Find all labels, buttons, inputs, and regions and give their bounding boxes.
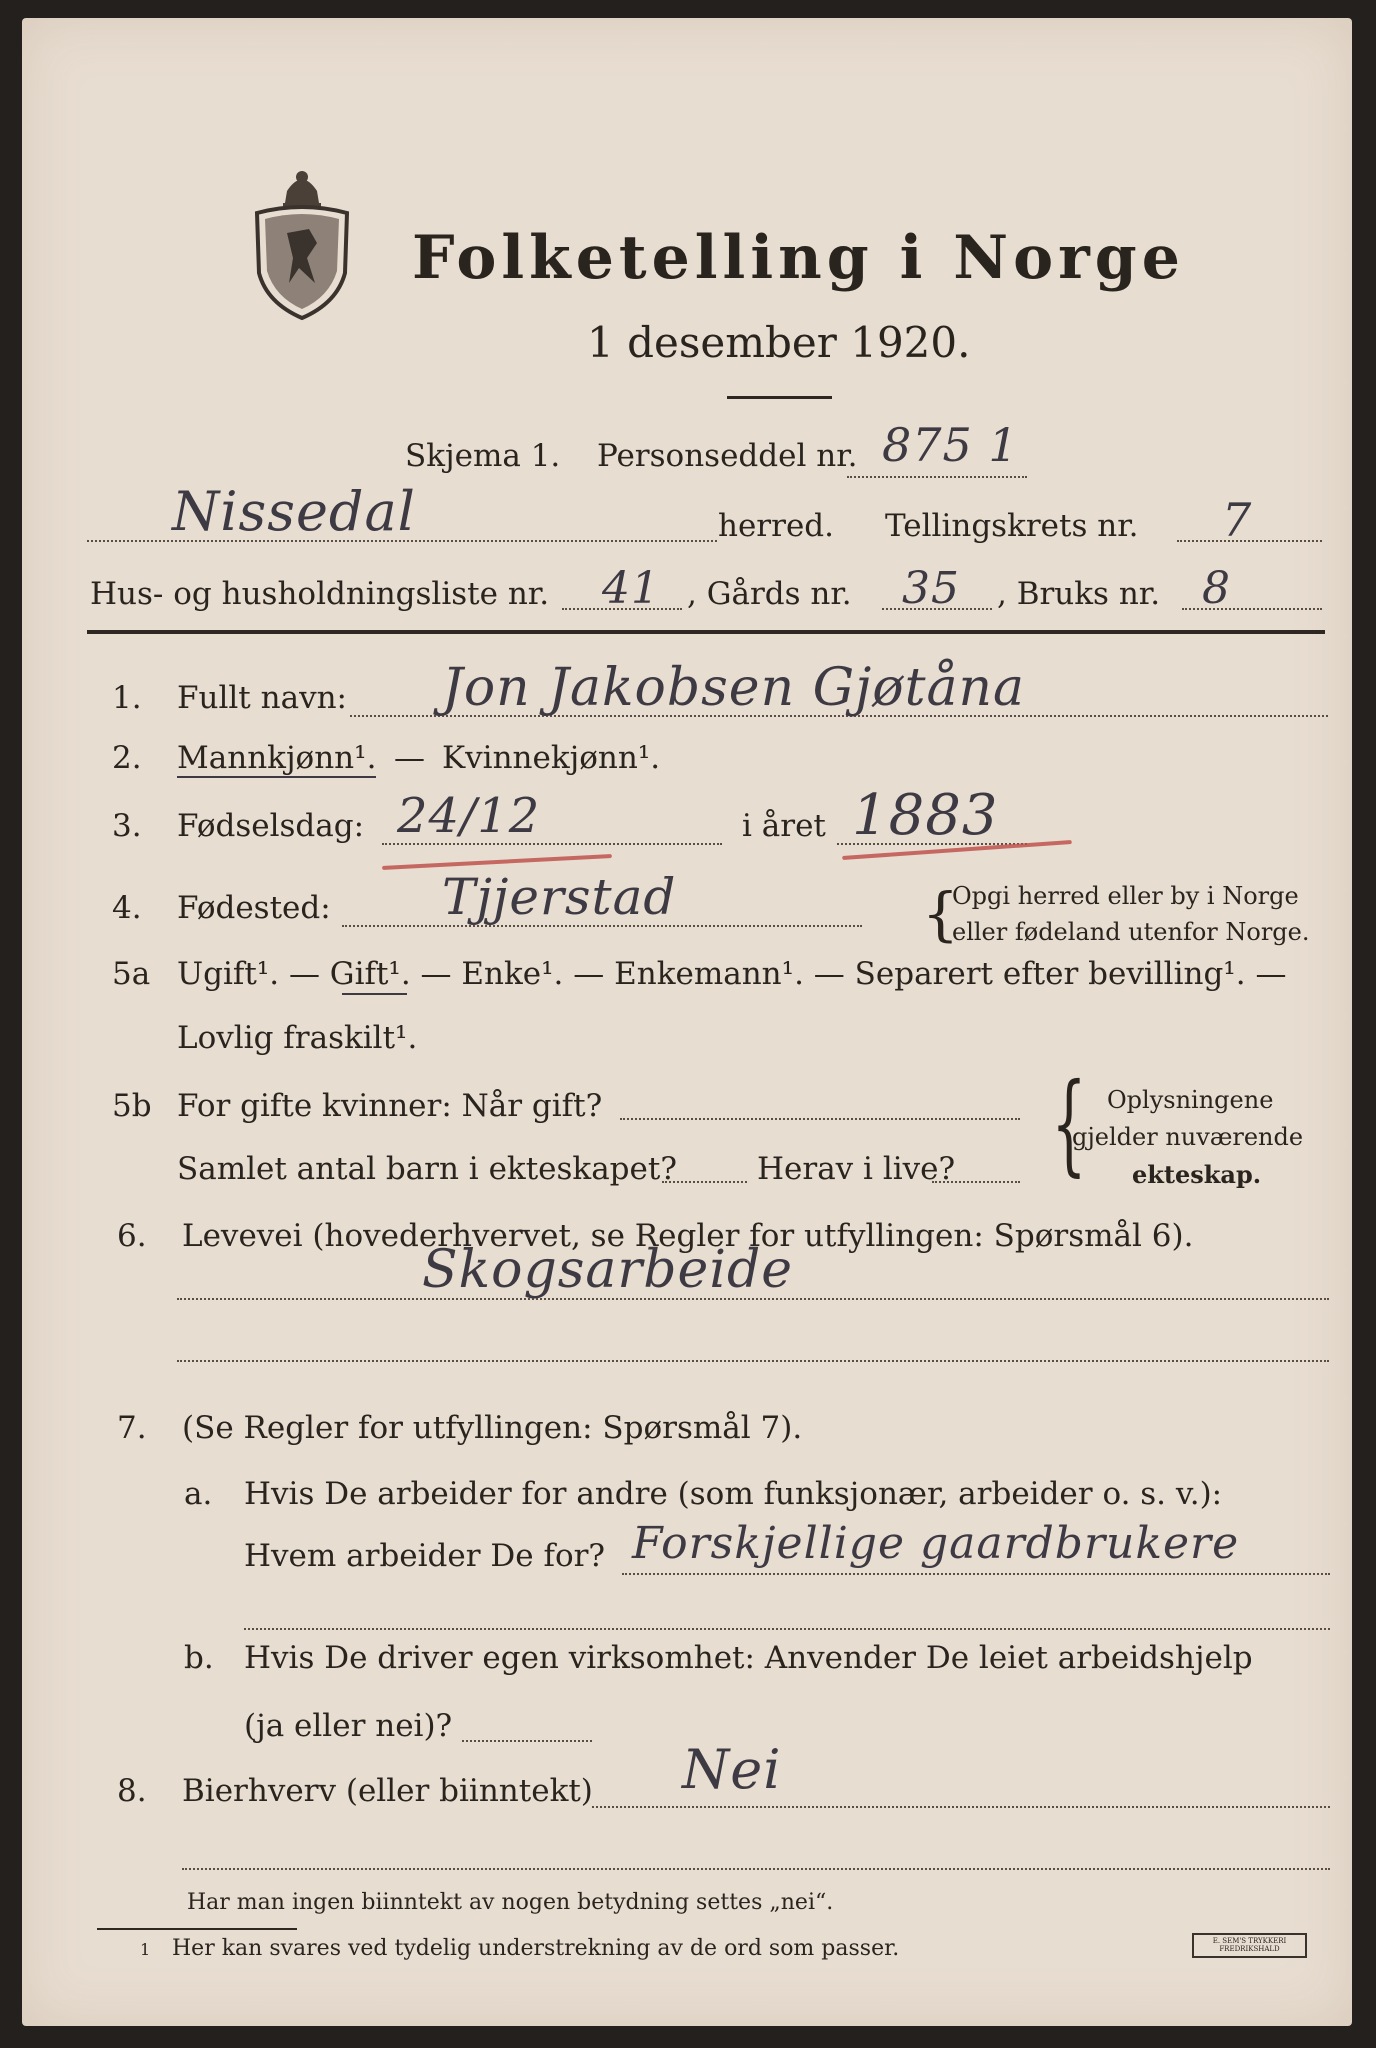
- footnote-text: Her kan svares ved tydelig understrekning av de ord som passer.: [172, 1936, 900, 1961]
- q2-dash: —: [394, 740, 425, 776]
- birthplace-note-line1: Opgi herred eller by i Norge: [952, 882, 1299, 910]
- q7b-line1: Hvis De driver egen virksomhet: Anvender De leiet arbeidshjelp: [244, 1640, 1253, 1676]
- form-title: Folketelling i Norge: [412, 223, 1185, 293]
- side-income-value: Nei: [682, 1738, 782, 1801]
- printer-stamp: E. SEM'S TRYKKERI FREDRIKSHALD: [1192, 1933, 1307, 1958]
- hired-help-field[interactable]: [462, 1740, 592, 1742]
- personseddel-field[interactable]: [847, 476, 1027, 478]
- q4-number: 4.: [112, 890, 142, 926]
- footer-note: Har man ingen biinntekt av nogen betydning settes „nei“.: [187, 1890, 834, 1915]
- occupation-value: Skogsarbeide: [422, 1240, 794, 1300]
- personseddel-label: Personseddel nr.: [597, 438, 858, 474]
- children-field[interactable]: [662, 1181, 747, 1183]
- alive-label: Herav i live?: [757, 1151, 956, 1187]
- marriage-note-bracket: {: [1051, 1059, 1087, 1187]
- bruks-value: 8: [1202, 563, 1231, 614]
- fullname-value: Jon Jakobsen Gjøtåna: [442, 658, 1025, 718]
- alive-field[interactable]: [932, 1181, 1020, 1183]
- marriage-note-line2: gjelder nuværende: [1072, 1123, 1304, 1151]
- title-divider: [727, 396, 832, 399]
- marital-status-line2[interactable]: Lovlig fraskilt¹.: [177, 1020, 418, 1056]
- footnote-divider: [97, 1928, 297, 1930]
- side-income-field-2[interactable]: [182, 1868, 1330, 1870]
- q5a-number: 5a: [112, 956, 151, 992]
- year-value: 1883: [852, 783, 999, 848]
- q6-number: 6.: [117, 1218, 147, 1254]
- census-form: [22, 18, 1352, 2026]
- q7a-letter: a.: [184, 1476, 213, 1512]
- marriage-note-line3: ekteskap.: [1132, 1160, 1262, 1189]
- marriage-note-line1: Oplysningene: [1107, 1086, 1274, 1114]
- tellingskrets-label: Tellingskrets nr.: [885, 508, 1139, 544]
- children-label: Samlet antal barn i ekteskapet?: [177, 1151, 677, 1187]
- herred-value: Nissedal: [172, 480, 416, 543]
- q3-number: 3.: [112, 808, 142, 844]
- employer-value: Forskjellige gaardbrukere: [632, 1518, 1240, 1569]
- q7b-line2: (ja eller nei)?: [244, 1708, 453, 1744]
- personseddel-value: 875 1: [882, 418, 1019, 472]
- marital-status-options[interactable]: Ugift¹. — Gift¹. — Enke¹. — Enkemann¹. — Separert efter bevilling¹. —: [177, 956, 1287, 992]
- q3-label: Fødselsdag:: [177, 808, 365, 844]
- year-label: i året: [742, 808, 826, 844]
- q8-number: 8.: [117, 1773, 147, 1809]
- herred-label: herred.: [718, 508, 834, 544]
- gift-underline: [342, 993, 407, 995]
- q7-label: (Se Regler for utfyllingen: Spørsmål 7).: [182, 1410, 803, 1446]
- q1-label: Fullt navn:: [177, 680, 347, 716]
- q7a-line2: Hvem arbeider De for?: [244, 1538, 606, 1574]
- q7-number: 7.: [117, 1410, 147, 1446]
- birthplace-value: Tjjerstad: [442, 868, 677, 926]
- coat-of-arms-emblem: [247, 163, 357, 327]
- q7b-letter: b.: [184, 1640, 214, 1676]
- when-married-label: For gifte kvinner: Når gift?: [177, 1088, 603, 1124]
- employer-field[interactable]: [622, 1573, 1330, 1575]
- hus-label: Hus- og husholdningsliste nr.: [90, 576, 550, 612]
- hus-value: 41: [602, 563, 660, 614]
- bruks-label: , Bruks nr.: [997, 576, 1161, 612]
- birthplace-note-line2: eller fødeland utenfor Norge.: [952, 918, 1310, 946]
- footnote-number: 1: [140, 1940, 151, 1959]
- gards-label: , Gårds nr.: [687, 576, 852, 612]
- tellingskrets-value: 7: [1222, 493, 1253, 547]
- birthplace-note-bracket: {: [922, 880, 959, 948]
- q4-label: Fødested:: [177, 890, 331, 926]
- q1-number: 1.: [112, 680, 142, 716]
- q2-number: 2.: [112, 740, 142, 776]
- census-date: 1 desember 1920.: [587, 318, 971, 367]
- q7a-line1: Hvis De arbeider for andre (som funksjonær, arbeider o. s. v.):: [244, 1476, 1223, 1512]
- side-income-field[interactable]: [592, 1806, 1330, 1808]
- q6-label: Levevei (hovederhvervet, se Regler for utfyllingen: Spørsmål 6).: [182, 1218, 1194, 1254]
- employer-field-2[interactable]: [244, 1628, 1330, 1630]
- q5b-number: 5b: [112, 1088, 152, 1124]
- header-divider: [87, 630, 1325, 634]
- kvinnekjonn-option[interactable]: Kvinnekjønn¹.: [442, 740, 661, 776]
- mannkjonn-option[interactable]: Mannkjønn¹.: [177, 740, 377, 776]
- occupation-field-2[interactable]: [177, 1360, 1329, 1362]
- when-married-field[interactable]: [620, 1118, 1020, 1120]
- skjema-label: Skjema 1.: [405, 438, 561, 474]
- gards-value: 35: [902, 563, 960, 614]
- birthday-value: 24/12: [397, 788, 541, 844]
- q8-label: Bierhverv (eller biinntekt): [182, 1773, 593, 1809]
